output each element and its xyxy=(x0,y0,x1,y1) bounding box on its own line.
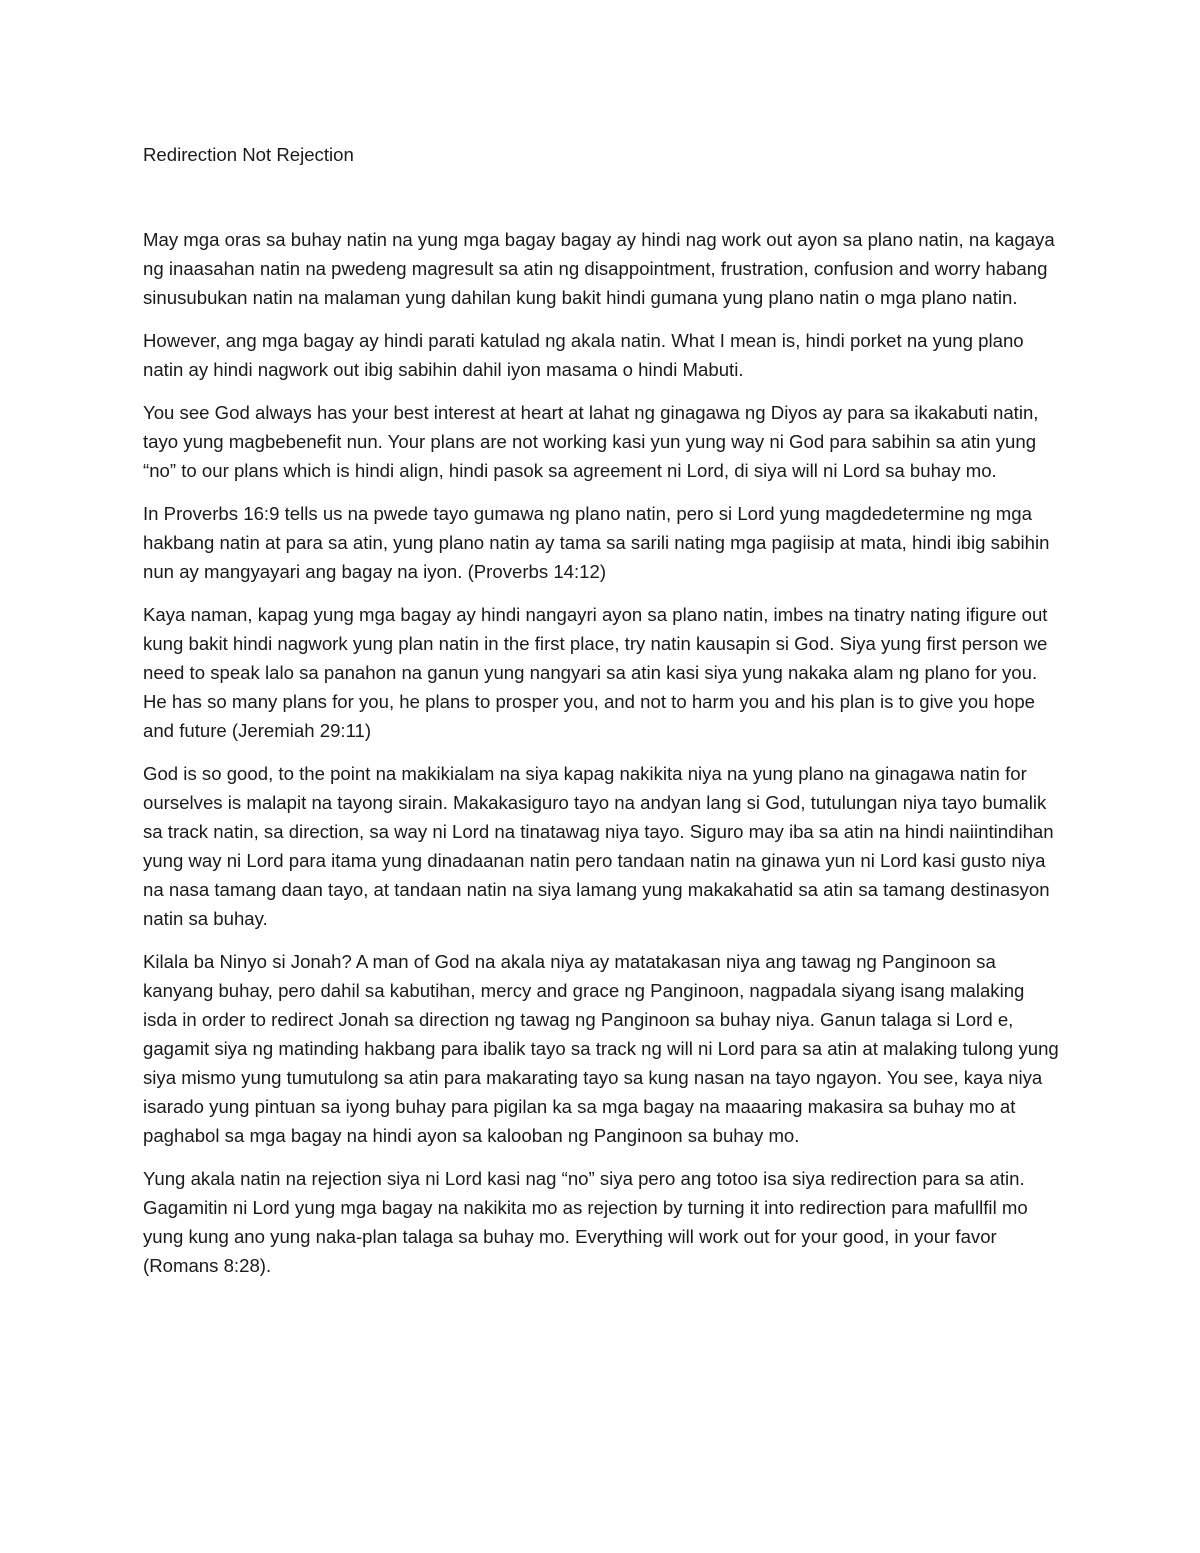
paragraph-2: However, ang mga bagay ay hindi parati katulad ng akala natin. What I mean is, hindi porket na yung plano natin ay hindi nagwork out ibig sabihin dahil iyon masama o hindi Mabuti. xyxy=(143,330,1024,380)
paragraph-6: God is so good, to the point na makikialam na siya kapag nakikita niya na yung plano na ginagawa natin for ourselves is malapit na tayong sirain. Makakasiguro tayo na andyan lang si God, tutulungan niya tayo bumalik sa track natin, sa direction, sa way ni Lord na tinatawag niya tayo. Siguro may iba sa atin na hindi naiintindihan yung way ni Lord para itama yung dinadaanan natin pero tandaan natin na ginawa yun ni Lord kasi gusto niya na nasa tamang daan tayo, at tandaan natin na siya lamang yung makakahatid sa atin sa tamang destinasyon natin sa buhay. xyxy=(143,763,1054,929)
document-page xyxy=(143,140,1063,1294)
paragraph-5: Kaya naman, kapag yung mga bagay ay hindi nangayri ayon sa plano natin, imbes na tinatry nating ifigure out kung bakit hindi nagwork yung plan natin in the first place, try natin kausapin si God. Siya yung first person we need to speak lalo sa panahon na ganun yung nangyari sa atin kasi siya yung nakaka alam ng plano for you. He has so many plans for you, he plans to prosper you, and not to harm you and his plan is to give you hope and future (Jeremiah 29:11) xyxy=(143,604,1048,741)
paragraph-7: Kilala ba Ninyo si Jonah? A man of God na akala niya ay matatakasan niya ang tawag ng Panginoon sa kanyang buhay, pero dahil sa kabutihan, mercy and grace ng Panginoon, nagpadala siyang isang malaking isda in order to redirect Jonah sa direction ng tawag ng Panginoon sa buhay niya. Ganun talaga si Lord e, gagamit siya ng matinding hakbang para ibalik tayo sa track ng will ni Lord para sa atin at malaking tulong yung siya mismo yung tumutulong sa atin para makarating tayo sa kung nasan na tayo ngayon. You see, kaya niya isarado yung pintuan sa iyong buhay para pigilan ka sa mga bagay na maaaring makasira sa buhay mo at paghabol sa mga bagay na hindi ayon sa kalooban ng Panginoon sa buhay mo. xyxy=(143,951,1059,1146)
paragraph-1: May mga oras sa buhay natin na yung mga bagay bagay ay hindi nag work out ayon sa plano natin, na kagaya ng inaasahan natin na pwedeng magresult sa atin ng disappointment, frustration, confusion and worry habang sinusubukan natin na malaman yung dahilan kung bakit hindi gumana yung plano natin o mga plano natin. xyxy=(143,229,1055,308)
paragraph-3: You see God always has your best interest at heart at lahat ng ginagawa ng Diyos ay para sa ikakabuti natin, tayo yung magbebenefit nun. Your plans are not working kasi yun yung way ni God para sabihin sa atin yung “no” to our plans which is hindi align, hindi pasok sa agreement ni Lord, di siya will ni Lord sa buhay mo. xyxy=(143,402,1039,481)
document-title: Redirection Not Rejection xyxy=(143,144,354,165)
paragraph-8: Yung akala natin na rejection siya ni Lord kasi nag “no” siya pero ang totoo isa siya redirection para sa atin. Gagamitin ni Lord yung mga bagay na nakikita mo as rejection by turning it into redirection para mafullfil mo yung kung ano yung naka-plan talaga sa buhay mo. Everything will work out for your good, in your favor (Romans 8:28). xyxy=(143,1168,1028,1276)
paragraph-4: In Proverbs 16:9 tells us na pwede tayo gumawa ng plano natin, pero si Lord yung magdedetermine ng mga hakbang natin at para sa atin, yung plano natin ay tama sa sarili nating mga pagiisip at mata, hindi ibig sabihin nun ay mangyayari ang bagay na iyon. (Proverbs 14:12) xyxy=(143,503,1050,582)
